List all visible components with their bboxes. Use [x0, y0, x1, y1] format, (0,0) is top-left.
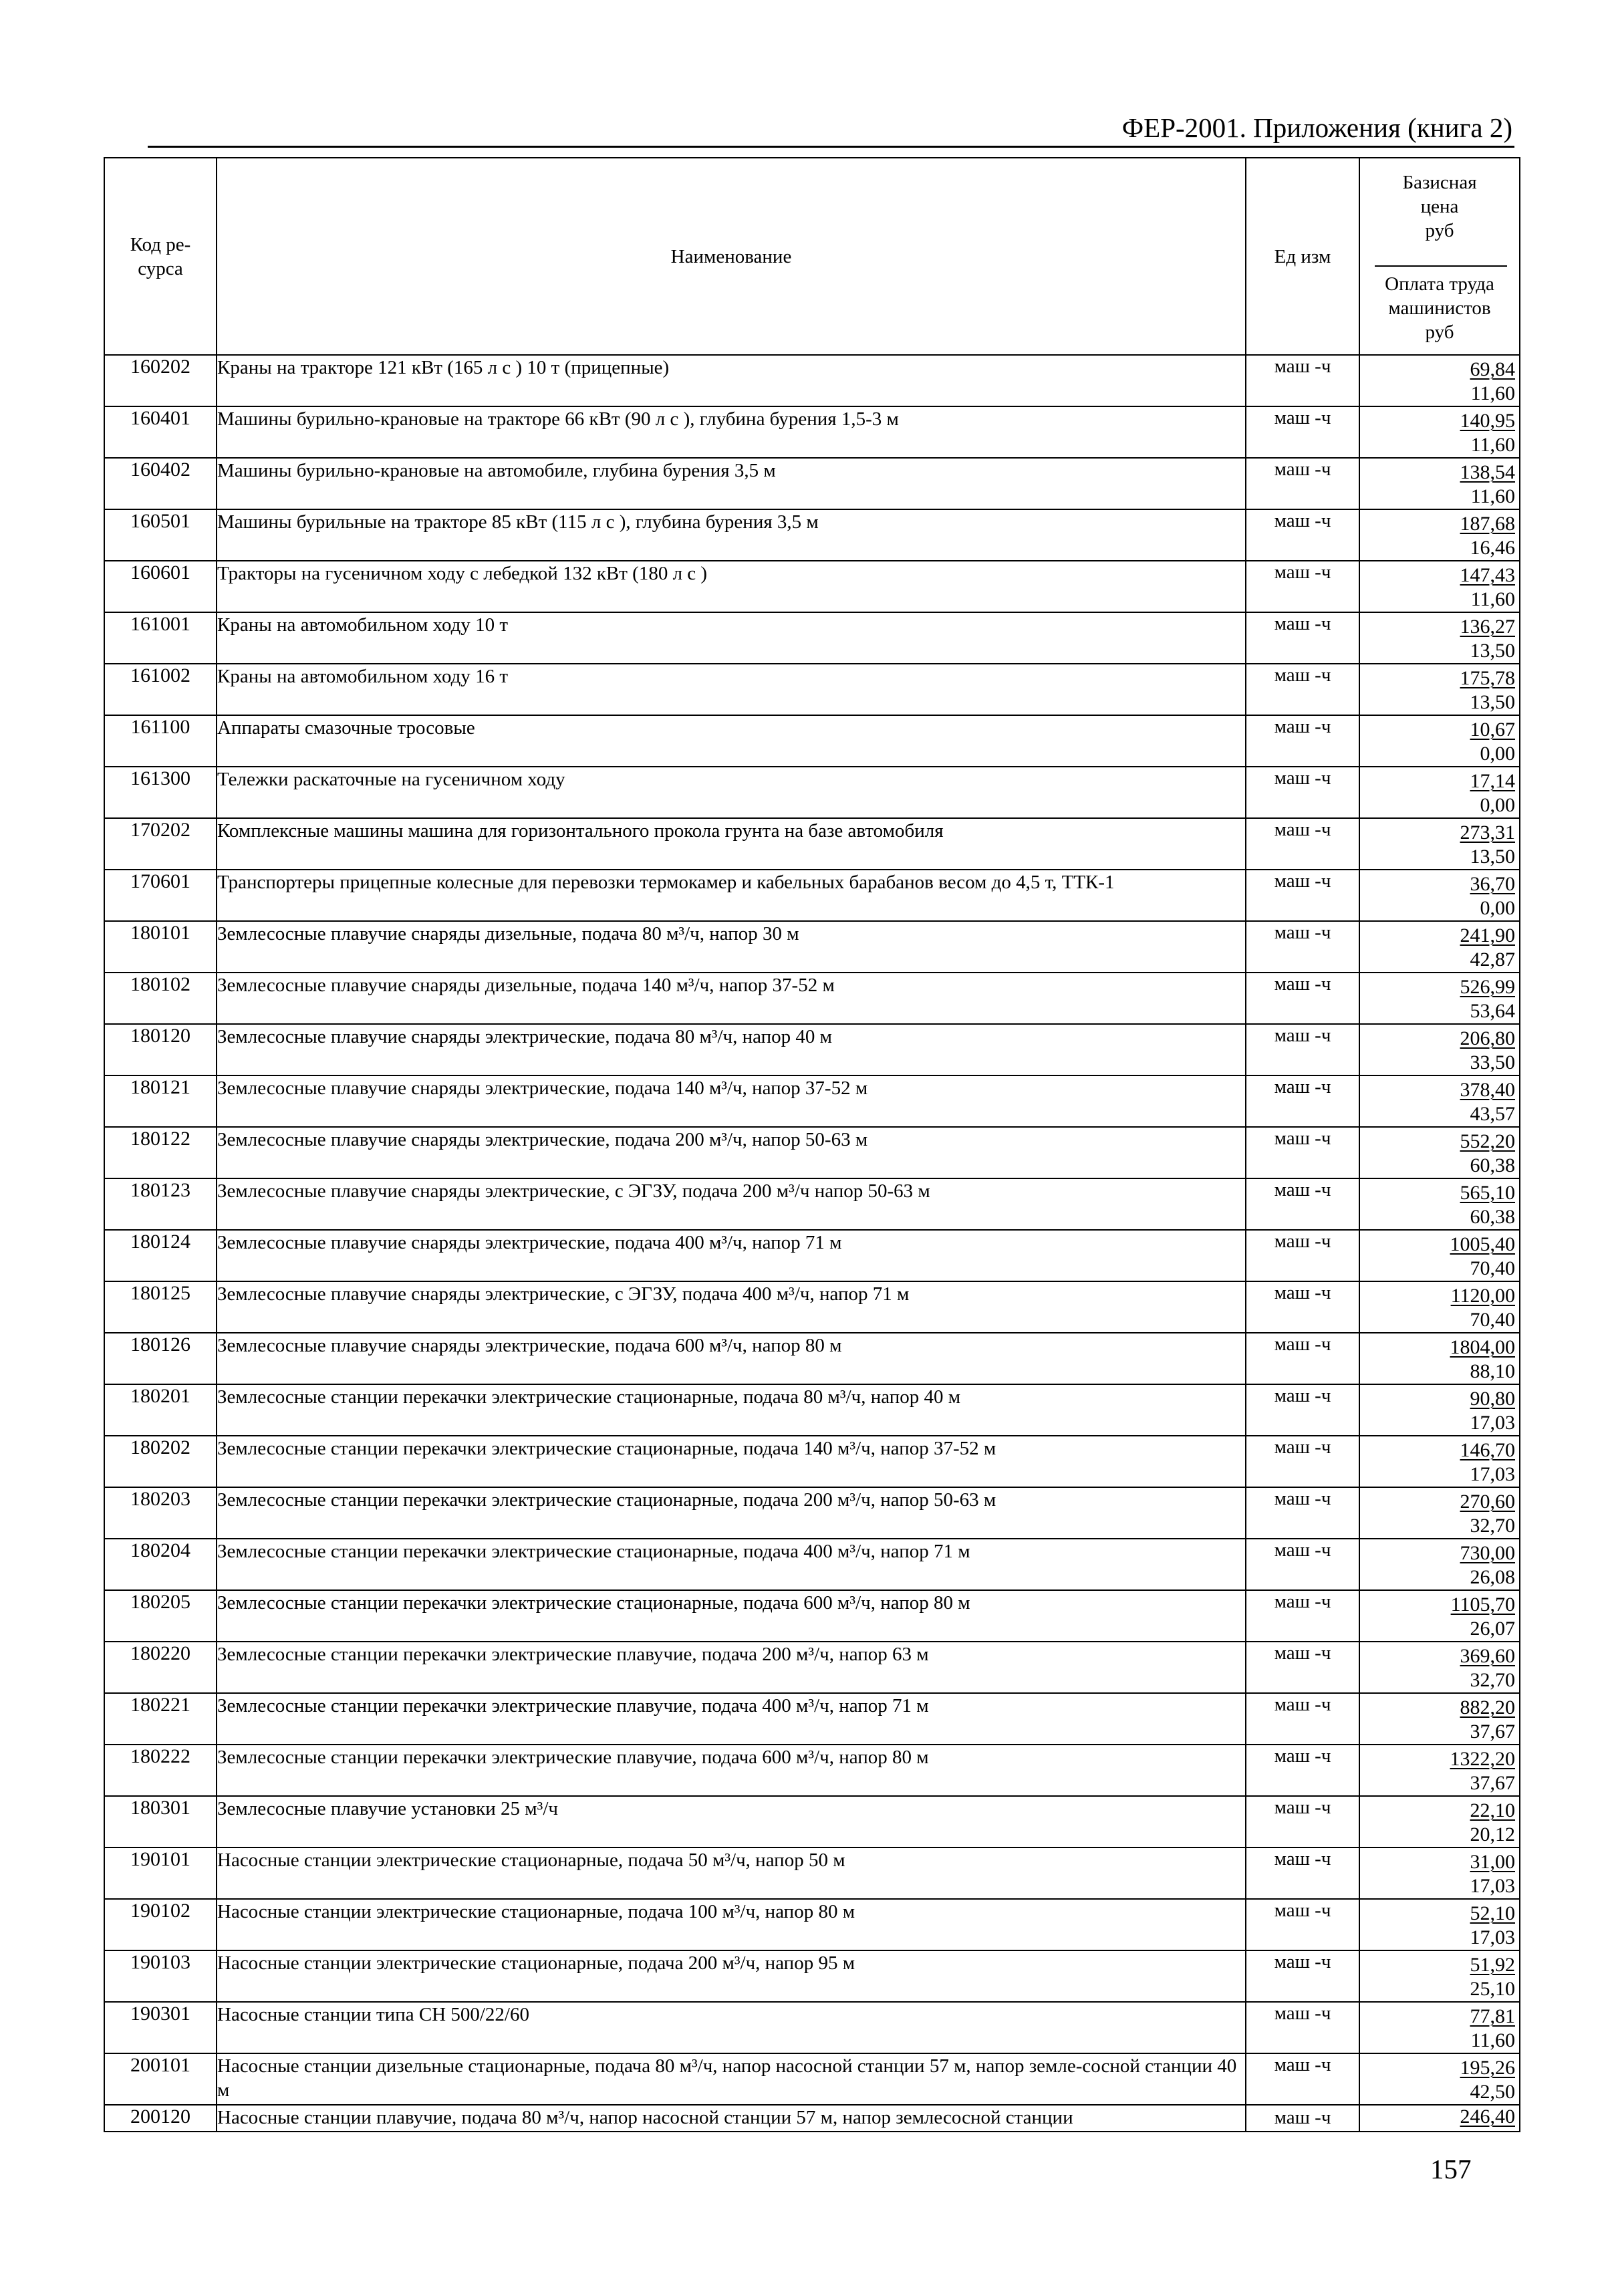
- price-cell: [1359, 1796, 1520, 1847]
- price-cell: [1359, 921, 1520, 973]
- price-cell: [1359, 2002, 1520, 2053]
- operator-wage: 16,46: [1470, 537, 1515, 559]
- base-price: 10,67: [1470, 719, 1515, 741]
- price-cell: [1359, 1281, 1520, 1333]
- table-row: [104, 1178, 1520, 1230]
- price-cell: [1359, 458, 1520, 509]
- price-cell: [1359, 406, 1520, 458]
- table-row: [104, 973, 1520, 1024]
- base-price: 206,80: [1460, 1027, 1515, 1049]
- resource-code: 170601: [104, 870, 217, 921]
- header-price-divider: [1375, 265, 1507, 267]
- header-base-price: Базисная цена руб: [1402, 172, 1477, 241]
- resource-name: Землесосные станции перекачки электрические плавучие, подача 600 м³/ч, напор 80 м: [217, 1745, 1246, 1796]
- resource-name: Аппараты смазочные тросовые: [217, 715, 1246, 767]
- resource-code: 161002: [104, 664, 217, 715]
- table-row: [104, 818, 1520, 870]
- table-row: [104, 715, 1520, 767]
- unit-of-measure: маш -ч: [1246, 664, 1359, 715]
- table-row: [104, 1590, 1520, 1642]
- base-price: 273,31: [1460, 821, 1515, 844]
- header-operator-wage: Оплата труда машинистов руб: [1385, 273, 1494, 343]
- operator-wage: 17,03: [1470, 1463, 1515, 1485]
- resource-name: Землесосные плавучие снаряды электрические, подача 600 м³/ч, напор 80 м: [217, 1333, 1246, 1384]
- resource-code: 190301: [104, 2002, 217, 2053]
- running-head: ФЕР-2001. Приложения (книга 2): [1121, 112, 1512, 143]
- operator-wage: 37,67: [1470, 1720, 1515, 1743]
- price-cell: [1359, 1745, 1520, 1796]
- unit-of-measure: маш -ч: [1246, 509, 1359, 561]
- unit-of-measure: маш -ч: [1246, 715, 1359, 767]
- resource-name: Землесосные плавучие снаряды электрические, с ЭГЗУ, подача 400 м³/ч, напор 71 м: [217, 1281, 1246, 1333]
- resource-code: 200120: [104, 2105, 217, 2132]
- operator-wage: 11,60: [1470, 382, 1515, 404]
- operator-wage: 53,64: [1470, 1000, 1515, 1022]
- unit-of-measure: маш -ч: [1246, 1230, 1359, 1281]
- resource-code: 160501: [104, 509, 217, 561]
- operator-wage: 11,60: [1470, 588, 1515, 610]
- base-price: 882,20: [1460, 1696, 1515, 1718]
- base-price: 369,60: [1460, 1645, 1515, 1667]
- base-price: 17,14: [1470, 770, 1515, 792]
- header-rule: [148, 146, 1514, 148]
- operator-wage: 26,08: [1470, 1566, 1515, 1588]
- unit-of-measure: маш -ч: [1246, 2002, 1359, 2053]
- price-cell: [1359, 1436, 1520, 1487]
- resource-code: 180101: [104, 921, 217, 973]
- resource-name: Тележки раскаточные на гусеничном ходу: [217, 767, 1246, 818]
- price-cell: [1359, 2105, 1520, 2132]
- price-cell: [1359, 973, 1520, 1024]
- resource-code: 180121: [104, 1075, 217, 1127]
- resource-code: 180122: [104, 1127, 217, 1178]
- unit-of-measure: маш -ч: [1246, 1899, 1359, 1950]
- unit-of-measure: маш -ч: [1246, 1127, 1359, 1178]
- operator-wage: 0,00: [1480, 794, 1515, 816]
- header-code: Код ре- сурса: [104, 158, 217, 355]
- operator-wage: 11,60: [1470, 2029, 1515, 2051]
- price-cell: [1359, 1590, 1520, 1642]
- table-row: [104, 1950, 1520, 2002]
- base-price: 1105,70: [1450, 1593, 1515, 1616]
- resource-code: 160401: [104, 406, 217, 458]
- table-row: [104, 612, 1520, 664]
- operator-wage: 32,70: [1470, 1515, 1515, 1537]
- resource-name: Машины бурильные на тракторе 85 кВт (115 л с ), глубина бурения 3,5 м: [217, 509, 1246, 561]
- operator-wage: 11,60: [1470, 485, 1515, 507]
- base-price: 241,90: [1460, 924, 1515, 946]
- resource-code: 180124: [104, 1230, 217, 1281]
- price-cell: [1359, 1899, 1520, 1950]
- base-price: 270,60: [1460, 1491, 1515, 1513]
- base-price: 565,10: [1460, 1182, 1515, 1204]
- base-price: 195,26: [1460, 2057, 1515, 2079]
- table-row: [104, 1333, 1520, 1384]
- resource-name: Машины бурильно-крановые на автомобиле, глубина бурения 3,5 м: [217, 458, 1246, 509]
- unit-of-measure: маш -ч: [1246, 973, 1359, 1024]
- resource-code: 161100: [104, 715, 217, 767]
- base-price: 187,68: [1460, 513, 1515, 535]
- price-cell: [1359, 2053, 1520, 2105]
- unit-of-measure: маш -ч: [1246, 561, 1359, 612]
- resource-code: 161300: [104, 767, 217, 818]
- header-price: [1359, 158, 1520, 355]
- price-cell: [1359, 612, 1520, 664]
- page-number: 157: [1430, 2154, 1472, 2184]
- resource-name: Насосные станции электрические стационарные, подача 50 м³/ч, напор 50 м: [217, 1847, 1246, 1899]
- resource-code: 200101: [104, 2053, 217, 2105]
- resource-name: Землесосные станции перекачки электрические стационарные, подача 80 м³/ч, напор 40 м: [217, 1384, 1246, 1436]
- table-body: [104, 355, 1520, 2132]
- operator-wage: 88,10: [1470, 1360, 1515, 1382]
- unit-of-measure: маш -ч: [1246, 1487, 1359, 1539]
- price-cell: [1359, 561, 1520, 612]
- unit-of-measure: маш -ч: [1246, 1539, 1359, 1590]
- base-price: 52,10: [1470, 1902, 1515, 1924]
- resource-name: Землесосные плавучие снаряды электрические, подача 400 м³/ч, напор 71 м: [217, 1230, 1246, 1281]
- header-name: Наименование: [217, 158, 1246, 355]
- operator-wage: 11,60: [1470, 434, 1515, 456]
- table-header-row: [104, 158, 1520, 355]
- resource-name: Тракторы на гусеничном ходу с лебедкой 132 кВт (180 л с ): [217, 561, 1246, 612]
- price-cell: [1359, 715, 1520, 767]
- price-cell: [1359, 1230, 1520, 1281]
- table-row: [104, 1436, 1520, 1487]
- resource-name: Насосные станции плавучие, подача 80 м³/ч, напор насосной станции 57 м, напор землесосной станции: [217, 2105, 1246, 2132]
- price-cell: [1359, 767, 1520, 818]
- operator-wage: 32,70: [1470, 1669, 1515, 1691]
- operator-wage: 20,12: [1470, 1823, 1515, 1845]
- base-price: 136,27: [1460, 616, 1515, 638]
- unit-of-measure: маш -ч: [1246, 1333, 1359, 1384]
- operator-wage: 42,50: [1470, 2081, 1515, 2103]
- table-row: [104, 406, 1520, 458]
- resource-name: Землесосные плавучие снаряды электрические, подача 200 м³/ч, напор 50-63 м: [217, 1127, 1246, 1178]
- base-price: 1005,40: [1450, 1233, 1515, 1255]
- price-cell: [1359, 664, 1520, 715]
- resource-name: Насосные станции электрические стационарные, подача 200 м³/ч, напор 95 м: [217, 1950, 1246, 2002]
- price-cell: [1359, 1075, 1520, 1127]
- resource-name: Землесосные станции перекачки электрические стационарные, подача 140 м³/ч, напор 37-52 м: [217, 1436, 1246, 1487]
- base-price: 552,20: [1460, 1130, 1515, 1152]
- base-price: 90,80: [1470, 1388, 1515, 1410]
- operator-wage: 37,67: [1470, 1772, 1515, 1794]
- resource-code: 180201: [104, 1384, 217, 1436]
- table-row: [104, 355, 1520, 406]
- operator-wage: 25,10: [1470, 1978, 1515, 2000]
- resource-code: 190102: [104, 1899, 217, 1950]
- resource-code: 180220: [104, 1642, 217, 1693]
- resource-code: 180203: [104, 1487, 217, 1539]
- resource-name: Краны на тракторе 121 кВт (165 л с ) 10 т (прицепные): [217, 355, 1246, 406]
- base-price: 22,10: [1470, 1799, 1515, 1821]
- operator-wage: 17,03: [1470, 1875, 1515, 1897]
- resource-code: 180222: [104, 1745, 217, 1796]
- operator-wage: 70,40: [1470, 1309, 1515, 1331]
- resource-name: Краны на автомобильном ходу 10 т: [217, 612, 1246, 664]
- unit-of-measure: маш -ч: [1246, 458, 1359, 509]
- price-cell: [1359, 1384, 1520, 1436]
- operator-wage: 17,03: [1470, 1412, 1515, 1434]
- price-cell: [1359, 818, 1520, 870]
- resource-code: 160601: [104, 561, 217, 612]
- table-row: [104, 1127, 1520, 1178]
- base-price: 31,00: [1470, 1851, 1515, 1873]
- price-cell: [1359, 1333, 1520, 1384]
- unit-of-measure: маш -ч: [1246, 1693, 1359, 1745]
- resource-name: Землесосные плавучие снаряды электрические, с ЭГЗУ, подача 200 м³/ч напор 50-63 м: [217, 1178, 1246, 1230]
- unit-of-measure: маш -ч: [1246, 1075, 1359, 1127]
- operator-wage: 33,50: [1470, 1051, 1515, 1073]
- resource-code: 180126: [104, 1333, 217, 1384]
- table-row: [104, 1642, 1520, 1693]
- resource-name: Землесосные станции перекачки электрические стационарные, подача 200 м³/ч, напор 50-63 м: [217, 1487, 1246, 1539]
- unit-of-measure: маш -ч: [1246, 1847, 1359, 1899]
- base-price: 1120,00: [1450, 1285, 1515, 1307]
- operator-wage: 17,03: [1470, 1926, 1515, 1948]
- resource-name: Землесосные плавучие установки 25 м³/ч: [217, 1796, 1246, 1847]
- unit-of-measure: маш -ч: [1246, 355, 1359, 406]
- header-unit: Ед изм: [1246, 158, 1359, 355]
- table-row: [104, 1796, 1520, 1847]
- operator-wage: 13,50: [1470, 846, 1515, 868]
- resource-name: Машины бурильно-крановые на тракторе 66 кВт (90 л с ), глубина бурения 1,5-3 м: [217, 406, 1246, 458]
- table-row: [104, 870, 1520, 921]
- resource-name: Землесосные плавучие снаряды электрические, подача 80 м³/ч, напор 40 м: [217, 1024, 1246, 1075]
- table-row: [104, 1075, 1520, 1127]
- table-row: [104, 2002, 1520, 2053]
- unit-of-measure: маш -ч: [1246, 1590, 1359, 1642]
- base-price: 246,40: [1460, 2106, 1515, 2128]
- price-cell: [1359, 1178, 1520, 1230]
- table-row: [104, 509, 1520, 561]
- base-price: 378,40: [1460, 1079, 1515, 1101]
- price-cell: [1359, 1127, 1520, 1178]
- resource-code: 190101: [104, 1847, 217, 1899]
- table-row: [104, 1847, 1520, 1899]
- unit-of-measure: маш -ч: [1246, 1796, 1359, 1847]
- table-row: [104, 2053, 1520, 2105]
- resource-name: Насосные станции электрические стационарные, подача 100 м³/ч, напор 80 м: [217, 1899, 1246, 1950]
- resource-code: 160402: [104, 458, 217, 509]
- resource-name: Землесосные станции перекачки электрические плавучие, подача 200 м³/ч, напор 63 м: [217, 1642, 1246, 1693]
- price-cell: [1359, 1539, 1520, 1590]
- price-cell: [1359, 1847, 1520, 1899]
- base-price: 51,92: [1470, 1954, 1515, 1976]
- unit-of-measure: маш -ч: [1246, 1024, 1359, 1075]
- operator-wage: 13,50: [1470, 691, 1515, 713]
- table-row: [104, 1539, 1520, 1590]
- unit-of-measure: маш -ч: [1246, 870, 1359, 921]
- table-row: [104, 1281, 1520, 1333]
- resource-name: Землесосные станции перекачки электрические плавучие, подача 400 м³/ч, напор 71 м: [217, 1693, 1246, 1745]
- table-row: [104, 2105, 1520, 2132]
- table-row: [104, 1693, 1520, 1745]
- resource-name: Землесосные станции перекачки электрические стационарные, подача 600 м³/ч, напор 80 м: [217, 1590, 1246, 1642]
- base-price: 69,84: [1470, 358, 1515, 380]
- price-cell: [1359, 1024, 1520, 1075]
- resource-name: Землесосные плавучие снаряды дизельные, подача 140 м³/ч, напор 37-52 м: [217, 973, 1246, 1024]
- price-cell: [1359, 1642, 1520, 1693]
- resource-name: Насосные станции типа СН 500/22/60: [217, 2002, 1246, 2053]
- unit-of-measure: маш -ч: [1246, 921, 1359, 973]
- resource-code: 180205: [104, 1590, 217, 1642]
- base-price: 77,81: [1470, 2005, 1515, 2027]
- resource-name: Землесосные станции перекачки электрические стационарные, подача 400 м³/ч, напор 71 м: [217, 1539, 1246, 1590]
- resource-code: 180125: [104, 1281, 217, 1333]
- resource-code: 180202: [104, 1436, 217, 1487]
- price-cell: [1359, 1950, 1520, 2002]
- unit-of-measure: маш -ч: [1246, 612, 1359, 664]
- operator-wage: 0,00: [1480, 897, 1515, 919]
- unit-of-measure: маш -ч: [1246, 1281, 1359, 1333]
- resource-code: 180123: [104, 1178, 217, 1230]
- table-row: [104, 664, 1520, 715]
- resource-name: Землесосные плавучие снаряды дизельные, подача 80 м³/ч, напор 30 м: [217, 921, 1246, 973]
- operator-wage: 60,38: [1470, 1154, 1515, 1176]
- unit-of-measure: маш -ч: [1246, 1950, 1359, 2002]
- unit-of-measure: маш -ч: [1246, 1745, 1359, 1796]
- table-row: [104, 1487, 1520, 1539]
- table-row: [104, 767, 1520, 818]
- unit-of-measure: маш -ч: [1246, 1384, 1359, 1436]
- resource-code: 170202: [104, 818, 217, 870]
- resource-name: Транспортеры прицепные колесные для перевозки термокамер и кабельных барабанов весом до 4,5 т, ТТК-1: [217, 870, 1246, 921]
- table-row: [104, 1899, 1520, 1950]
- operator-wage: 42,87: [1470, 948, 1515, 971]
- base-price: 147,43: [1460, 564, 1515, 586]
- base-price: 138,54: [1460, 461, 1515, 483]
- resource-code: 180204: [104, 1539, 217, 1590]
- unit-of-measure: маш -ч: [1246, 1436, 1359, 1487]
- unit-of-measure: маш -ч: [1246, 767, 1359, 818]
- operator-wage: 13,50: [1470, 640, 1515, 662]
- base-price: 1322,20: [1450, 1748, 1515, 1770]
- table-row: [104, 561, 1520, 612]
- base-price: 140,95: [1460, 410, 1515, 432]
- resource-code: 180102: [104, 973, 217, 1024]
- price-cell: [1359, 355, 1520, 406]
- price-cell: [1359, 1487, 1520, 1539]
- table-row: [104, 1384, 1520, 1436]
- resource-price-table: [104, 157, 1520, 2132]
- table-row: [104, 1745, 1520, 1796]
- base-price: 175,78: [1460, 667, 1515, 689]
- operator-wage: 43,57: [1470, 1103, 1515, 1125]
- unit-of-measure: маш -ч: [1246, 406, 1359, 458]
- price-cell: [1359, 1693, 1520, 1745]
- unit-of-measure: маш -ч: [1246, 2053, 1359, 2105]
- unit-of-measure: маш -ч: [1246, 2105, 1359, 2132]
- resource-name: Краны на автомобильном ходу 16 т: [217, 664, 1246, 715]
- resource-code: 160202: [104, 355, 217, 406]
- table-row: [104, 1230, 1520, 1281]
- unit-of-measure: маш -ч: [1246, 818, 1359, 870]
- operator-wage: 26,07: [1470, 1618, 1515, 1640]
- resource-code: 180301: [104, 1796, 217, 1847]
- base-price: 730,00: [1460, 1542, 1515, 1564]
- base-price: 146,70: [1460, 1439, 1515, 1461]
- unit-of-measure: маш -ч: [1246, 1178, 1359, 1230]
- price-cell: [1359, 870, 1520, 921]
- base-price: 526,99: [1460, 976, 1515, 998]
- resource-name: Насосные станции дизельные стационарные, подача 80 м³/ч, напор насосной станции 57 м, напор земле-сосной станции 40 м: [217, 2053, 1246, 2105]
- operator-wage: 70,40: [1470, 1257, 1515, 1279]
- table-row: [104, 1024, 1520, 1075]
- resource-code: 190103: [104, 1950, 217, 2002]
- resource-code: 180221: [104, 1693, 217, 1745]
- resource-name: Комплексные машины машина для горизонтального прокола грунта на базе автомобиля: [217, 818, 1246, 870]
- resource-name: Землесосные плавучие снаряды электрические, подача 140 м³/ч, напор 37-52 м: [217, 1075, 1246, 1127]
- base-price: 1804,00: [1450, 1336, 1515, 1358]
- table-row: [104, 458, 1520, 509]
- operator-wage: 60,38: [1470, 1206, 1515, 1228]
- resource-code: 161001: [104, 612, 217, 664]
- resource-code: 180120: [104, 1024, 217, 1075]
- unit-of-measure: маш -ч: [1246, 1642, 1359, 1693]
- table-row: [104, 921, 1520, 973]
- price-cell: [1359, 509, 1520, 561]
- base-price: 36,70: [1470, 873, 1515, 895]
- operator-wage: 0,00: [1480, 743, 1515, 765]
